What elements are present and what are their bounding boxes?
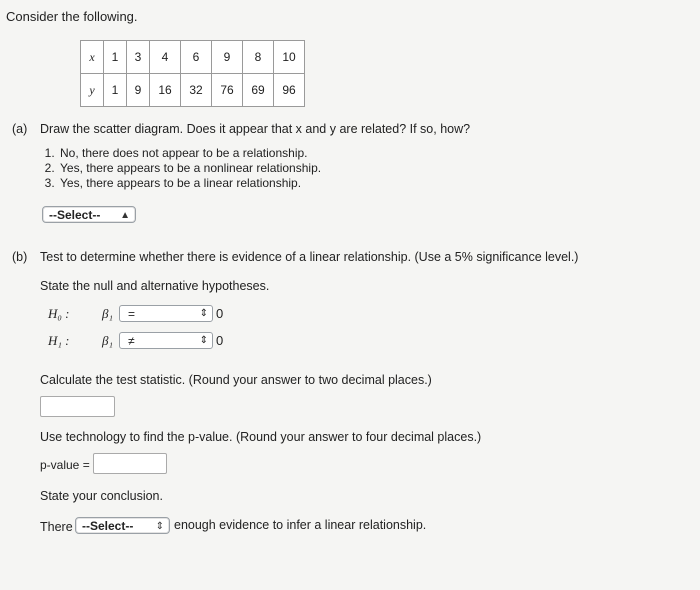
- y-cell: 96: [274, 74, 305, 107]
- part-a-options: [40, 146, 321, 191]
- h0-beta: β₁: [102, 306, 113, 321]
- conclusion-suffix: enough evidence to infer a linear relationship.: [174, 518, 427, 532]
- y-cell: 69: [243, 74, 274, 107]
- pvalue-label: p-value =: [40, 458, 90, 472]
- conclusion-select-label: --Select--: [82, 519, 134, 533]
- y-row: [81, 74, 305, 107]
- updown-arrows-icon: ⇕: [199, 335, 208, 346]
- y-cell: 9: [127, 74, 150, 107]
- option-item: 2. Yes, there appears to be a nonlinear relationship.: [58, 161, 321, 176]
- x-row: [81, 41, 305, 74]
- hypotheses-prompt: State the null and alternative hypotheses.: [40, 279, 270, 293]
- y-cell: 16: [150, 74, 181, 107]
- x-cell: 3: [127, 41, 150, 74]
- updown-arrows-icon: ⇕: [155, 521, 164, 532]
- h1-operator-select[interactable]: [119, 332, 213, 349]
- h1-operator: ≠: [128, 334, 135, 348]
- part-a-select-label: --Select--: [49, 208, 101, 222]
- h0-operator-select[interactable]: [119, 305, 213, 322]
- part-b-question: Test to determine whether there is evidence of a linear relationship. (Use a 5% significance level.): [40, 250, 579, 264]
- h1-beta: β₁: [102, 333, 113, 348]
- test-stat-prompt: Calculate the test statistic. (Round your answer to two decimal places.): [40, 373, 432, 387]
- conclusion-prefix: There: [40, 520, 73, 534]
- option-item: 1. No, there does not appear to be a relationship.: [58, 146, 321, 161]
- h0-value: 0: [216, 306, 224, 321]
- y-label: y: [81, 74, 104, 107]
- x-cell: 8: [243, 41, 274, 74]
- h0-operator: =: [128, 307, 136, 321]
- x-cell: 6: [181, 41, 212, 74]
- updown-arrows-icon: ▲︎: [120, 210, 130, 221]
- conclusion-prompt: State your conclusion.: [40, 489, 163, 503]
- y-cell: 32: [181, 74, 212, 107]
- part-a-label: (a): [12, 122, 28, 136]
- part-a-question: Draw the scatter diagram. Does it appear that x and y are related? If so, how?: [40, 122, 471, 136]
- part-a-select[interactable]: [42, 206, 136, 223]
- x-cell: 1: [104, 41, 127, 74]
- h0-label: H₀ :: [48, 306, 70, 321]
- y-cell: 76: [212, 74, 243, 107]
- data-table: [80, 40, 305, 107]
- x-cell: 4: [150, 41, 181, 74]
- h1-label: H₁ :: [48, 333, 70, 348]
- x-cell: 9: [212, 41, 243, 74]
- intro-text: Consider the following.: [6, 9, 138, 24]
- pvalue-input[interactable]: [93, 453, 167, 474]
- conclusion-select[interactable]: [75, 517, 170, 534]
- test-stat-input[interactable]: [40, 396, 115, 417]
- h1-value: 0: [216, 333, 224, 348]
- pvalue-prompt: Use technology to find the p-value. (Round your answer to four decimal places.): [40, 430, 482, 444]
- updown-arrows-icon: ⇕: [199, 308, 208, 319]
- option-item: 3. Yes, there appears to be a linear relationship.: [58, 176, 321, 191]
- y-cell: 1: [104, 74, 127, 107]
- x-cell: 10: [274, 41, 305, 74]
- x-label: x: [81, 41, 104, 74]
- part-b-label: (b): [12, 250, 28, 264]
